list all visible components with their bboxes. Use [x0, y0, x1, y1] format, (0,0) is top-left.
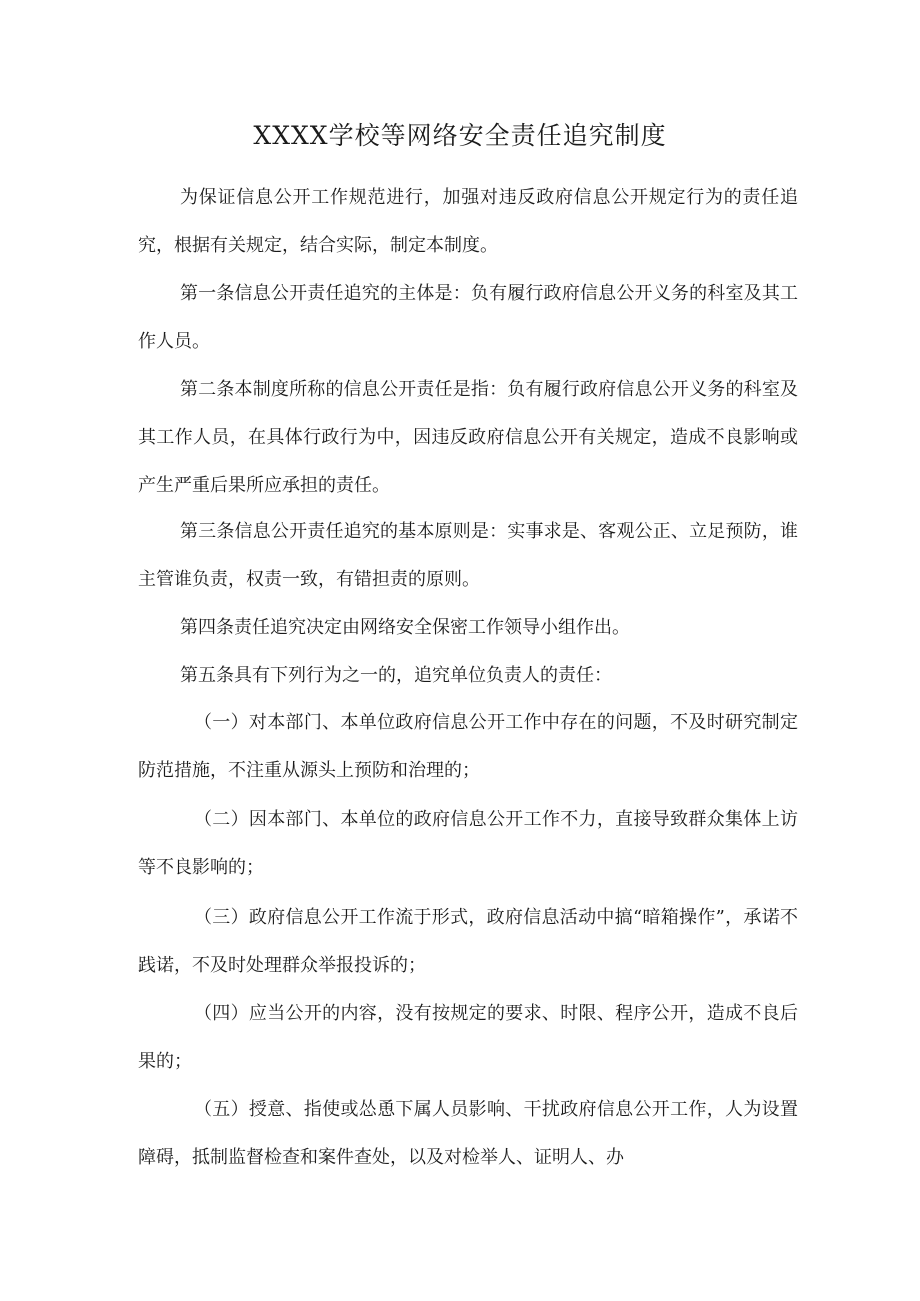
paragraph-item-5: （五）授意、指使或怂恿下属人员影响、干扰政府信息公开工作，人为设置障碍，抵制监督检查和案件查处，以及对检举人、证明人、办: [138, 1099, 798, 1168]
paragraph-article-5: 第五条具有下列行为之一的，追究单位负责人的责任：: [180, 665, 612, 686]
paragraph-article-1: 第一条信息公开责任追究的主体是：负有履行政府信息公开义务的科室及其工作人员。: [138, 283, 798, 352]
paragraph-article-2: 第二条本制度所称的信息公开责任是指：负有履行政府信息公开义务的科室及其工作人员，在具体行政行为中，因违反政府信息公开有关规定，造成不良影响或产生严重后果所应承担的责任。: [138, 379, 798, 496]
paragraph-article-3: 第三条信息公开责任追究的基本原则是：实事求是、客观公正、立足预防，谁主管谁负责，权责一致，有错担责的原则。: [138, 521, 798, 590]
paragraph-article-4: 第四条责任追究决定由网络安全保密工作领导小组作出。: [180, 617, 630, 638]
paragraph-item-3: （三）政府信息公开工作流于形式，政府信息活动中搞“暗箱操作”，承诺不践诺，不及时处理群众举报投诉的；: [138, 907, 798, 976]
paragraph-intro: 为保证信息公开工作规范进行，加强对违反政府信息公开规定行为的责任追究，根据有关规定，结合实际，制定本制度。: [138, 187, 798, 256]
paragraph-item-1: （一）对本部门、本单位政府信息公开工作中存在的问题，不及时研究制定防范措施，不注重从源头上预防和治理的；: [138, 712, 798, 781]
paragraph-item-4: （四）应当公开的内容，没有按规定的要求、时限、程序公开，造成不良后果的；: [138, 1003, 798, 1072]
paragraph-item-2: （二）因本部门、本单位的政府信息公开工作不力，直接导致群众集体上访等不良影响的；: [138, 809, 798, 878]
document-title: XXXX学校等网络安全责任追究制度: [253, 121, 667, 150]
